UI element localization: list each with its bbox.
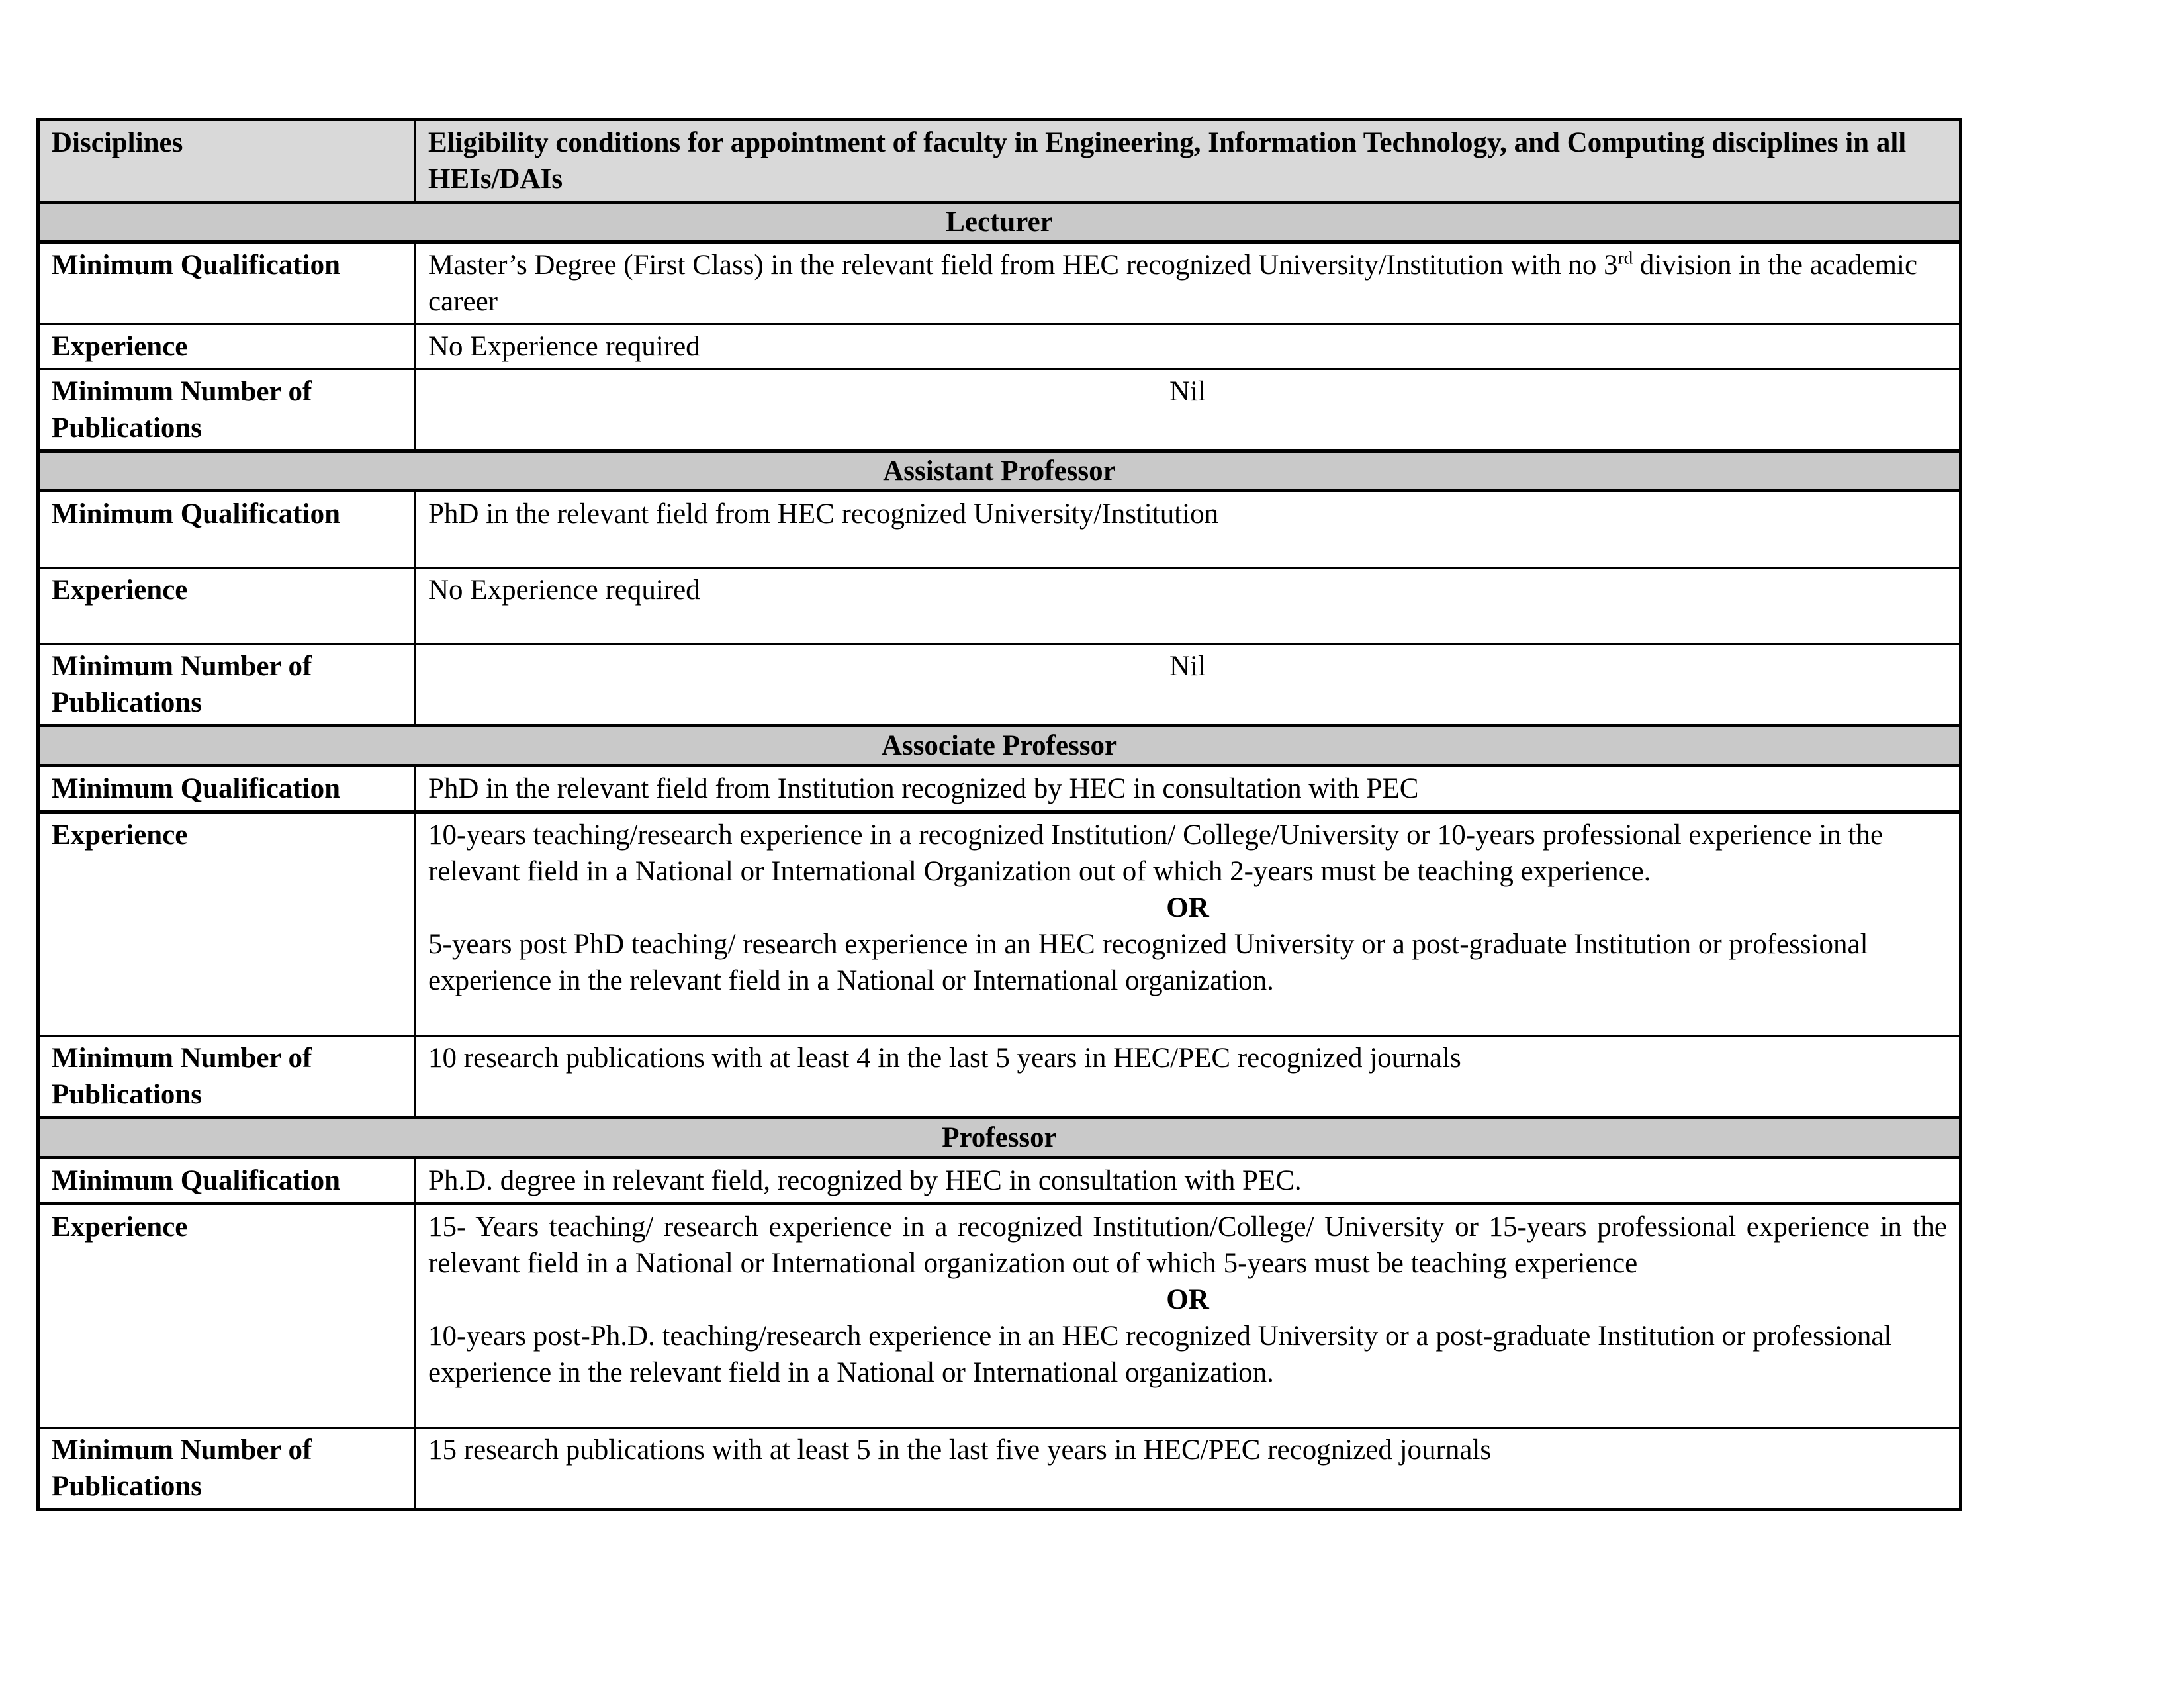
lecturer-publications-label: Minimum Number of Publications — [38, 369, 416, 451]
row-lecturer-publications — [38, 369, 1961, 451]
assistant-qualification-label: Minimum Qualification — [38, 491, 416, 568]
ordinal-superscript: rd — [1617, 248, 1633, 268]
header-cell-eligibility: Eligibility conditions for appointment of faculty in Engineering, Information Technology, and Computing disciplines in all HEIs/DAIs — [416, 120, 1961, 203]
section-title-assistant-professor: Assistant Professor — [38, 451, 1961, 491]
assistant-publications-value: Nil — [416, 644, 1961, 726]
professor-qualification-label: Minimum Qualification — [38, 1158, 416, 1204]
header-cell-disciplines: Disciplines — [38, 120, 416, 203]
row-assistant-experience — [38, 568, 1961, 644]
lecturer-experience-value: No Experience required — [416, 324, 1961, 369]
assistant-experience-label: Experience — [38, 568, 416, 644]
assistant-publications-label: Minimum Number of Publications — [38, 644, 416, 726]
lecturer-experience-label: Experience — [38, 324, 416, 369]
assistant-qualification-value: PhD in the relevant field from HEC recognized University/Institution — [416, 491, 1961, 568]
lecturer-publications-value: Nil — [416, 369, 1961, 451]
row-professor-qualification — [38, 1158, 1961, 1204]
row-professor-publications — [38, 1428, 1961, 1510]
associate-experience-label: Experience — [38, 812, 416, 1036]
row-associate-publications — [38, 1036, 1961, 1118]
section-title-associate-professor: Associate Professor — [38, 726, 1961, 766]
row-lecturer-experience — [38, 324, 1961, 369]
row-assistant-publications — [38, 644, 1961, 726]
assistant-experience-value: No Experience required — [416, 568, 1961, 644]
lecturer-qualification-value — [416, 242, 1961, 324]
section-row-associate-professor — [38, 726, 1961, 766]
professor-qualification-value: Ph.D. degree in relevant field, recognized by HEC in consultation with PEC. — [416, 1158, 1961, 1204]
professor-experience-option2: 10-years post-Ph.D. teaching/research experience in an HEC recognized University or a post-graduate Institution or professional experience in the relevant field in a National or International organization. — [428, 1321, 1892, 1388]
professor-experience-option1: 15- Years teaching/ research experience in a recognized Institution/College/ University or 15-years professional experience in the relevant field in a National or International organization out of which 5-years must be teaching experience — [428, 1211, 1947, 1279]
or-separator: OR — [1166, 892, 1209, 923]
section-row-lecturer — [38, 203, 1961, 242]
professor-publications-value: 15 research publications with at least 5 in the last five years in HEC/PEC recognized journals — [416, 1428, 1961, 1510]
associate-experience-option2: 5-years post PhD teaching/ research experience in an HEC recognized University or a post-graduate Institution or professional experience in the relevant field in a National or International organization. — [428, 929, 1868, 996]
professor-publications-label: Minimum Number of Publications — [38, 1428, 416, 1510]
associate-publications-value: 10 research publications with at least 4 in the last 5 years in HEC/PEC recognized journals — [416, 1036, 1961, 1118]
associate-qualification-value: PhD in the relevant field from Institution recognized by HEC in consultation with PEC — [416, 766, 1961, 812]
qualification-text-pre: Master’s Degree (First Class) in the relevant field from HEC recognized University/Institution with no 3 — [428, 250, 1618, 281]
row-associate-experience — [38, 812, 1961, 1036]
or-separator: OR — [1166, 1284, 1209, 1315]
section-title-lecturer: Lecturer — [38, 203, 1961, 242]
associate-publications-label: Minimum Number of Publications — [38, 1036, 416, 1118]
eligibility-table — [36, 118, 1962, 1511]
row-assistant-qualification — [38, 491, 1961, 568]
associate-qualification-label: Minimum Qualification — [38, 766, 416, 812]
row-associate-qualification — [38, 766, 1961, 812]
section-title-professor: Professor — [38, 1118, 1961, 1158]
qualification-text-post: division in the academic career — [428, 250, 1918, 317]
table-header-row — [38, 120, 1961, 203]
lecturer-qualification-label: Minimum Qualification — [38, 242, 416, 324]
associate-experience-option1: 10-years teaching/research experience in a recognized Institution/ College/University or 10-years professional experience in the relevant field in a National or International Organization out of which 2-years must be teaching experience. — [428, 820, 1884, 887]
section-row-assistant-professor — [38, 451, 1961, 491]
row-lecturer-qualification — [38, 242, 1961, 324]
row-professor-experience — [38, 1204, 1961, 1428]
professor-experience-value — [416, 1204, 1961, 1428]
associate-experience-value — [416, 812, 1961, 1036]
section-row-professor — [38, 1118, 1961, 1158]
professor-experience-label: Experience — [38, 1204, 416, 1428]
